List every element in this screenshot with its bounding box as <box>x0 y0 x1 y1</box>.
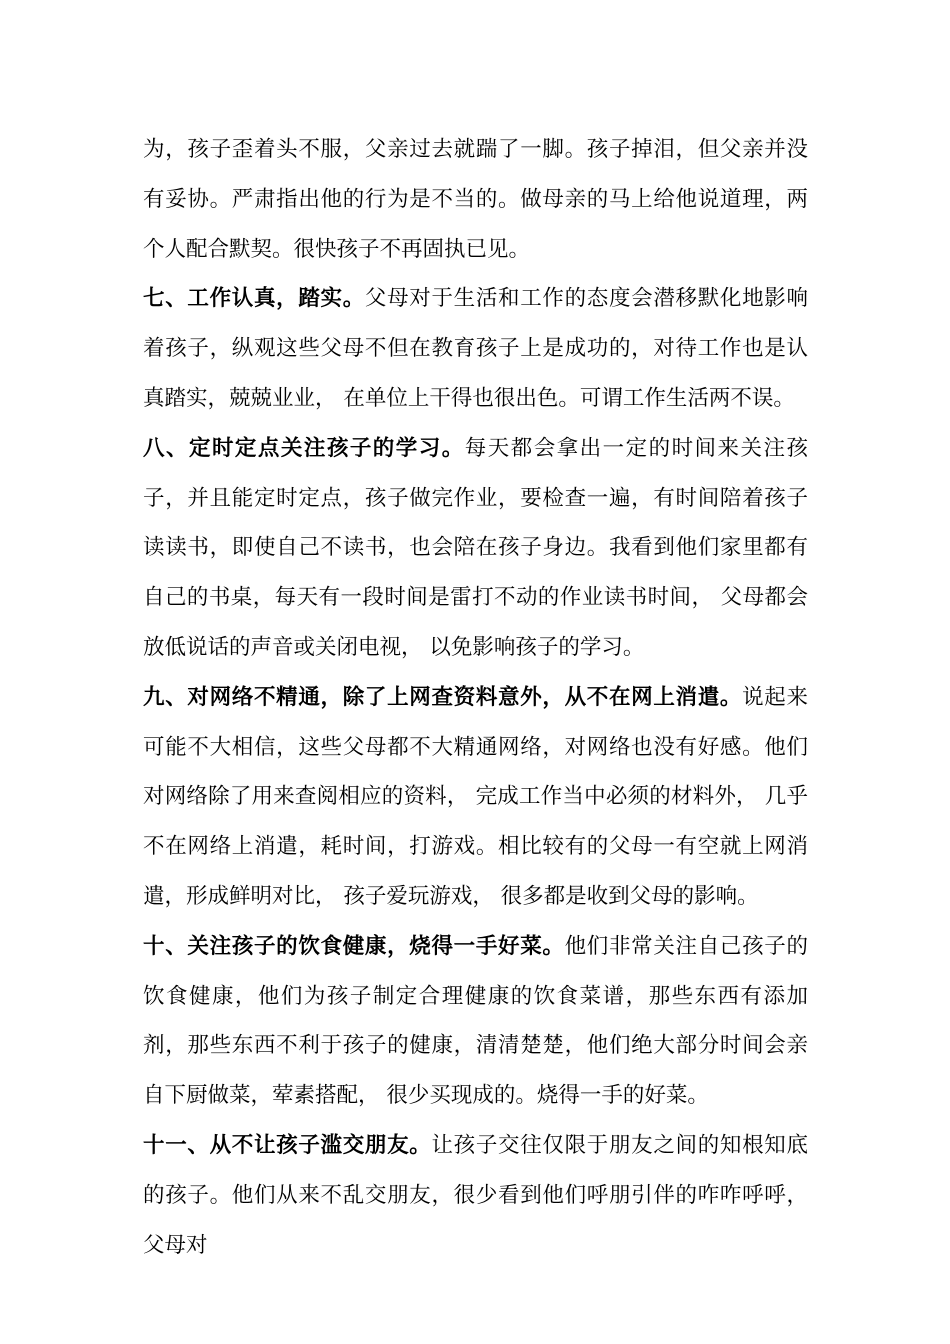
paragraph-ten <box>143 922 808 1121</box>
paragraph-nine <box>143 673 808 922</box>
paragraph-heading: 十、关注孩子的饮食健康，烧得一手好菜。 <box>143 933 565 959</box>
paragraph-body: 为，孩子歪着头不服，父亲过去就踹了一脚。孩子掉泪，但父亲并没有妥协。严肃指出他的行为是不当的。做母亲的马上给他说道理，两个人配合默契。很快孩子不再固执已见。 <box>143 137 808 262</box>
paragraph-heading: 十一、从不让孩子滥交朋友。 <box>143 1132 432 1158</box>
paragraph-body: 父母对于生活和工作的态度会潜移默化地影响着孩子，纵观这些父母不但在教育孩子上是成功的，对待工作也是认真踏实，兢兢业业， 在单位上干得也很出色。可谓工作生活两不误。 <box>143 286 808 411</box>
paragraph-body: 让孩子交往仅限于朋友之间的知根知底的孩子。他们从来不乱交朋友，很少看到他们呼朋引伴的咋咋呼呼，父母对 <box>143 1132 808 1258</box>
document-page <box>143 125 808 1270</box>
paragraph-eight <box>143 424 808 673</box>
paragraph-heading: 九、对网络不精通，除了上网查资料意外，从不在网上消遣。 <box>143 684 743 710</box>
paragraph-body: 说起来可能不大相信，这些父母都不大精通网络，对网络也没有好感。他们对网络除了用来查阅相应的资料， 完成工作当中必须的材料外， 几乎不在网络上消遣，耗时间，打游戏。相比较有的父母一有空就上网消遣，形成鲜明对比， 孩子爱玩游戏， 很多都是收到父母的影响。 <box>143 684 808 909</box>
paragraph-heading: 七、工作认真，踏实。 <box>143 286 365 312</box>
paragraph-heading: 八、定时定点关注孩子的学习。 <box>143 435 465 461</box>
paragraph-continued <box>143 125 808 274</box>
paragraph-seven <box>143 274 808 423</box>
paragraph-body: 每天都会拿出一定的时间来关注孩子，并且能定时定点，孩子做完作业，要检查一遍，有时间陪着孩子读读书，即使自己不读书，也会陪在孩子身边。我看到他们家里都有自己的书桌，每天有一段时间是雷打不动的作业读书时间， 父母都会放低说话的声音或关闭电视， 以免影响孩子的学习。 <box>143 435 808 660</box>
paragraph-eleven <box>143 1121 808 1270</box>
paragraph-body: 他们非常关注自己孩子的饮食健康，他们为孩子制定合理健康的饮食菜谱，那些东西有添加剂，那些东西不利于孩子的健康，清清楚楚，他们绝大部分时间会亲自下厨做菜，荤素搭配， 很少买现成的。烧得一手的好菜。 <box>143 933 808 1109</box>
